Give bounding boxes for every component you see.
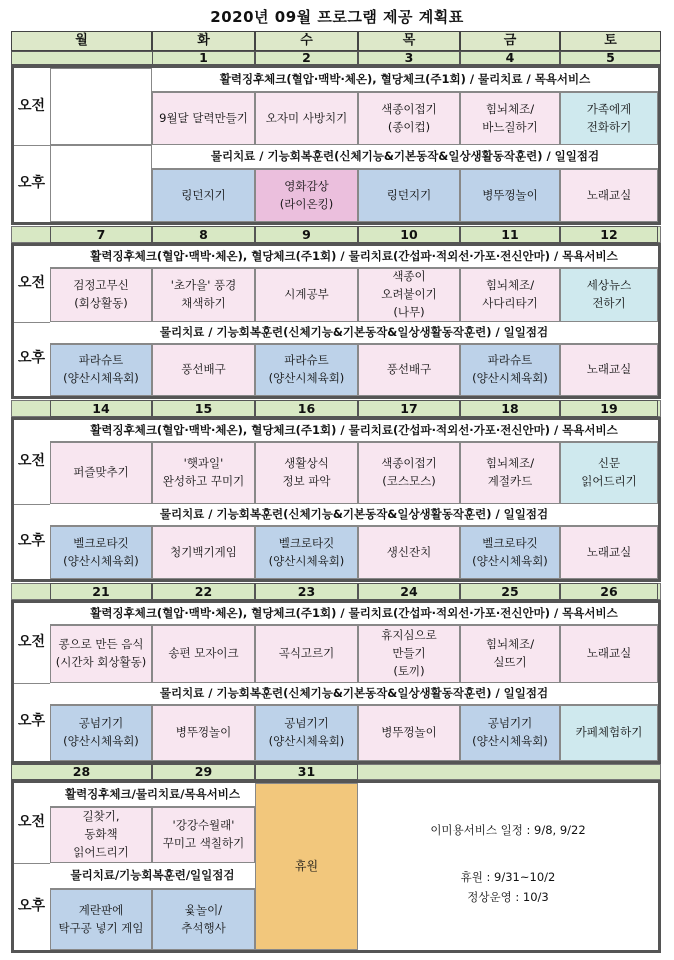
program-am-week3-0: 퍼즐맞추기 [50,442,152,504]
program-pm-w1-3: 병뚜껑놀이 [460,169,560,222]
pm-banner-week1: 물리치료 / 기능회복훈련(신체기능&기본동작&일상생활동작훈련) / 일일점검 [152,145,658,169]
program-pm-week2-1: 풍선배구 [152,344,255,396]
day-header-1: 화 [152,31,255,51]
program-am-week4-3: 휴지심으로 만들기 (토끼) [358,625,460,683]
pm-banner-week4: 물리치료 / 기능회복훈련(신체기능&기본동작&일상생활동작훈련) / 일일점검 [50,683,658,705]
am-banner-week1: 활력징후체크(혈압·맥박·체온), 혈당체크(주1회) / 물리치료 / 목욕서비스 [152,68,658,92]
program-pm-week4-1: 병뚜껑놀이 [152,705,255,761]
program-pm-week2-0: 파라슈트 (양산시체육회) [50,344,152,396]
program-pm-w1-1: 영화감상 (라이온킹) [255,169,358,222]
program-pm-week2-5: 노래교실 [560,344,658,396]
program-pm-week2-2: 파라슈트 (양산시체육회) [255,344,358,396]
program-pm-w1-2: 링던지기 [358,169,460,222]
date-week5-0: 28 [11,764,152,780]
date-week4-0: 21 [50,583,152,600]
program-am-week4-4: 힘뇌체조/ 실뜨기 [460,625,560,683]
date-week5-1: 29 [152,764,255,780]
program-am-w1-3: 힘뇌체조/ 바느질하기 [460,92,560,145]
program-pm-week4-3: 병뚜껑놀이 [358,705,460,761]
program-pm-w1-0: 링던지기 [152,169,255,222]
program-pm-week5-0: 계란판에 탁구공 넣기 게임 [50,889,152,950]
day-header-4: 금 [460,31,560,51]
program-pm-week3-2: 벨크로타깃 (양산시체육회) [255,526,358,579]
am-banner-week4: 활력징후체크(혈압·맥박·체온), 혈당체크(주1회) / 물리치료(간섭파·적외선·가포·전신안마) / 목욕서비스 [50,603,658,625]
program-am-w1-2: 색종이접기 (종이컵) [358,92,460,145]
pm-label-week3: 오후 [14,504,49,579]
date-week2-1: 8 [152,226,255,243]
day-header-3: 목 [358,31,460,51]
program-pm-week3-5: 노래교실 [560,526,658,579]
program-am-week4-0: 콩으로 만든 음식 (시간차 회상활동) [50,625,152,683]
pm-label-week2: 오후 [14,322,49,396]
pm-banner-week5: 물리치료/기능회복훈련/일일점검 [50,863,255,889]
date-week4-3: 24 [358,583,460,600]
date-week3-4: 18 [460,400,560,417]
date-w1-1: 2 [255,51,358,65]
date-week3-2: 16 [255,400,358,417]
am-label-week2: 오전 [14,246,49,322]
schedule-table [11,30,661,951]
empty-monday-am [50,68,152,145]
program-am-week2-2: 시계공부 [255,268,358,322]
program-am-week4-5: 노래교실 [560,625,658,683]
day-header-2: 수 [255,31,358,51]
program-am-week3-4: 힘뇌체조/ 계절카드 [460,442,560,504]
date-week2-5: 12 [560,226,658,243]
program-am-week2-0: 검정고무신 (회상활동) [50,268,152,322]
pm-banner-week3: 물리치료 / 기능회복훈련(신체기능&기본동작&일상생활동작훈련) / 일일점검 [50,504,658,526]
date-w1-2: 3 [358,51,460,65]
program-am-week4-2: 곡식고르기 [255,625,358,683]
am-label-week5: 오전 [14,783,49,863]
program-am-week2-5: 세상뉴스 전하기 [560,268,658,322]
pm-banner-week2: 물리치료 / 기능회복훈련(신체기능&기본동작&일상생활동작훈련) / 일일점검 [50,322,658,344]
am-label-week1: 오전 [14,68,49,145]
pm-label-week5: 오후 [14,863,49,950]
program-am-week3-2: 생활상식 정보 파악 [255,442,358,504]
program-am-week2-3: 색종이 오려붙이기 (나무) [358,268,460,322]
date-week3-1: 15 [152,400,255,417]
date-week2-0: 7 [50,226,152,243]
date-w1-3: 4 [460,51,560,65]
program-pm-week2-4: 파라슈트 (양산시체육회) [460,344,560,396]
am-banner-week2: 활력징후체크(혈압·맥박·체온), 혈당체크(주1회) / 물리치료(간섭파·적외선·가포·전신안마) / 목욕서비스 [50,246,658,268]
date-week4-1: 22 [152,583,255,600]
date-week5-2: 31 [255,764,358,780]
program-am-week4-1: 송편 모자이크 [152,625,255,683]
pm-label-week1: 오후 [14,145,49,222]
pm-label-week4: 오후 [14,683,49,761]
day-header-5: 토 [560,31,661,51]
am-banner-week5: 활력징후체크/물리치료/목욕서비스 [50,783,255,807]
program-am-week5-0: 길찾기, 동화책 읽어드리기 [50,807,152,863]
note-reopen: 정상운영 : 10/3 [358,888,658,908]
program-pm-week4-4: 공넘기기 (양산시체육회) [460,705,560,761]
date-week4-5: 26 [560,583,658,600]
date-week4-2: 23 [255,583,358,600]
program-am-week5-1: '강강수월래' 꾸미고 색칠하기 [152,807,255,863]
program-pm-week3-1: 청기백기게임 [152,526,255,579]
am-banner-week3: 활력징후체크(혈압·맥박·체온), 혈당체크(주1회) / 물리치료(간섭파·적외선·가포·전신안마) / 목욕서비스 [50,420,658,442]
am-label-week4: 오전 [14,603,49,683]
date-week3-0: 14 [50,400,152,417]
program-am-week3-3: 색종이접기 (코스모스) [358,442,460,504]
date-week4-4: 25 [460,583,560,600]
date-week2-3: 10 [358,226,460,243]
program-pm-w1-4: 노래교실 [560,169,658,222]
date-week3-3: 17 [358,400,460,417]
program-pm-week3-4: 벨크로타깃 (양산시체육회) [460,526,560,579]
date-w1-4: 5 [560,51,661,65]
program-pm-week5-1: 윷놀이/ 추석행사 [152,889,255,950]
date-w1-0: 1 [152,51,255,65]
program-am-week2-1: '초가을' 풍경 채색하기 [152,268,255,322]
date-week2-2: 9 [255,226,358,243]
note-hair-service: 이미용서비스 일정 : 9/8, 9/22 [358,820,658,842]
program-pm-week4-5: 카페체험하기 [560,705,658,761]
holiday-cell: 휴원 [255,783,358,950]
empty-monday-pm [50,145,152,222]
program-pm-week4-2: 공넘기기 (양산시체육회) [255,705,358,761]
program-pm-week3-0: 벨크로타깃 (양산시체육회) [50,526,152,579]
program-pm-week3-3: 생신잔치 [358,526,460,579]
am-label-week3: 오전 [14,420,49,504]
program-am-w1-1: 오자미 사방치기 [255,92,358,145]
program-am-w1-0: 9월달 달력만들기 [152,92,255,145]
date-week2-4: 11 [460,226,560,243]
day-header-0: 월 [11,31,152,51]
date-week3-5: 19 [560,400,658,417]
program-am-week3-5: 신문 읽어드리기 [560,442,658,504]
program-pm-week2-3: 풍선배구 [358,344,460,396]
program-pm-week4-0: 공넘기기 (양산시체육회) [50,705,152,761]
program-am-w1-4: 가족에게 전화하기 [560,92,658,145]
program-am-week2-4: 힘뇌체조/ 사다리타기 [460,268,560,322]
page-title: 2020년 09월 프로그램 제공 계획표 [210,8,464,26]
note-closure: 휴원 : 9/31~10/2 [358,868,658,888]
program-am-week3-1: '햇과일' 완성하고 꾸미기 [152,442,255,504]
